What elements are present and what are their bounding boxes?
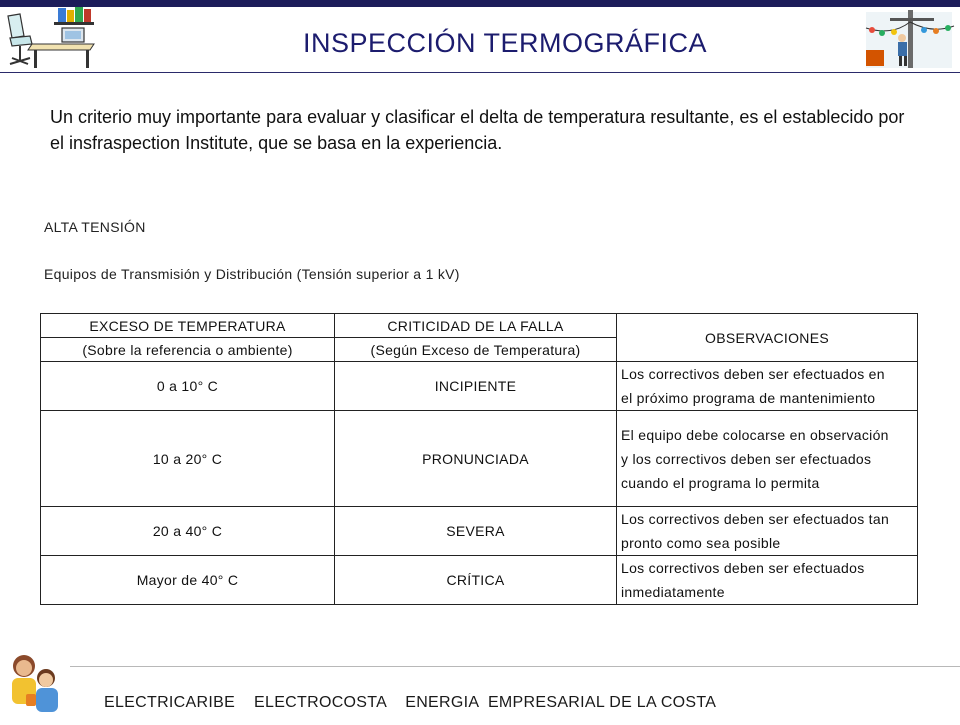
row-criticidad: CRÍTICA bbox=[335, 556, 617, 605]
observacion-line: Los correctivos deben ser efectuados en bbox=[621, 366, 885, 382]
footer-company-energia-empresarial: ENERGIA EMPRESARIAL DE LA COSTA bbox=[405, 694, 717, 711]
observacion-line: cuando el programa lo permita bbox=[621, 474, 820, 491]
table-row bbox=[41, 362, 918, 411]
row-criticidad: SEVERA bbox=[335, 507, 617, 556]
row-criticidad: PRONUNCIADA bbox=[335, 411, 617, 507]
subheader-exceso: (Sobre la referencia o ambiente) bbox=[41, 338, 335, 362]
subheader-criticidad: (Según Exceso de Temperatura) bbox=[335, 338, 617, 362]
row-exceso: 0 a 10° C bbox=[41, 362, 335, 411]
observacion-line: El equipo debe colocarse en observación bbox=[621, 426, 889, 443]
row-observacion bbox=[617, 507, 918, 556]
footer-divider bbox=[70, 666, 960, 667]
table-row bbox=[41, 507, 918, 556]
top-bar bbox=[0, 0, 960, 7]
observacion-line: el próximo programa de mantenimiento bbox=[621, 390, 876, 406]
row-observacion bbox=[617, 362, 918, 411]
table-row bbox=[41, 411, 918, 507]
intro-paragraph: Un criterio muy importante para evaluar y clasificar el delta de temperatura resultante, es el establecido por el insfraspection Institute, que se basa en la experiencia. bbox=[50, 107, 905, 153]
children-clipart-icon bbox=[0, 650, 68, 720]
footer-company-electrocosta: ELECTROCOSTA bbox=[254, 694, 387, 711]
table-row bbox=[41, 556, 918, 605]
header-divider bbox=[0, 72, 960, 73]
observacion-line: inmediatamente bbox=[621, 584, 725, 600]
section-heading: ALTA TENSIÓN bbox=[44, 219, 146, 235]
observacion-line: Los correctivos deben ser efectuados tan bbox=[621, 511, 890, 527]
page-title: INSPECCIÓN TERMOGRÁFICA bbox=[302, 28, 708, 58]
header-exceso: EXCESO DE TEMPERATURA bbox=[41, 314, 335, 338]
observacion-line: Los correctivos deben ser efectuados bbox=[621, 560, 865, 576]
header-criticidad: CRITICIDAD DE LA FALLA bbox=[335, 314, 617, 338]
observacion-line: y los correctivos deben ser efectuados bbox=[621, 450, 872, 467]
row-observacion bbox=[617, 411, 918, 507]
observacion-line: pronto como sea posible bbox=[621, 535, 781, 551]
table-header-row bbox=[41, 314, 918, 338]
row-observacion bbox=[617, 556, 918, 605]
criticality-table bbox=[40, 313, 918, 605]
footer-company-electricaribe: ELECTRICARIBE bbox=[104, 694, 236, 711]
footer-companies bbox=[104, 694, 716, 712]
row-exceso: 20 a 40° C bbox=[41, 507, 335, 556]
row-exceso: 10 a 20° C bbox=[41, 411, 335, 507]
section-subheading: Equipos de Transmisión y Distribución (Tensión superior a 1 kV) bbox=[44, 266, 460, 282]
row-criticidad: INCIPIENTE bbox=[335, 362, 617, 411]
header-observaciones: OBSERVACIONES bbox=[617, 314, 918, 362]
row-exceso: Mayor de 40° C bbox=[41, 556, 335, 605]
